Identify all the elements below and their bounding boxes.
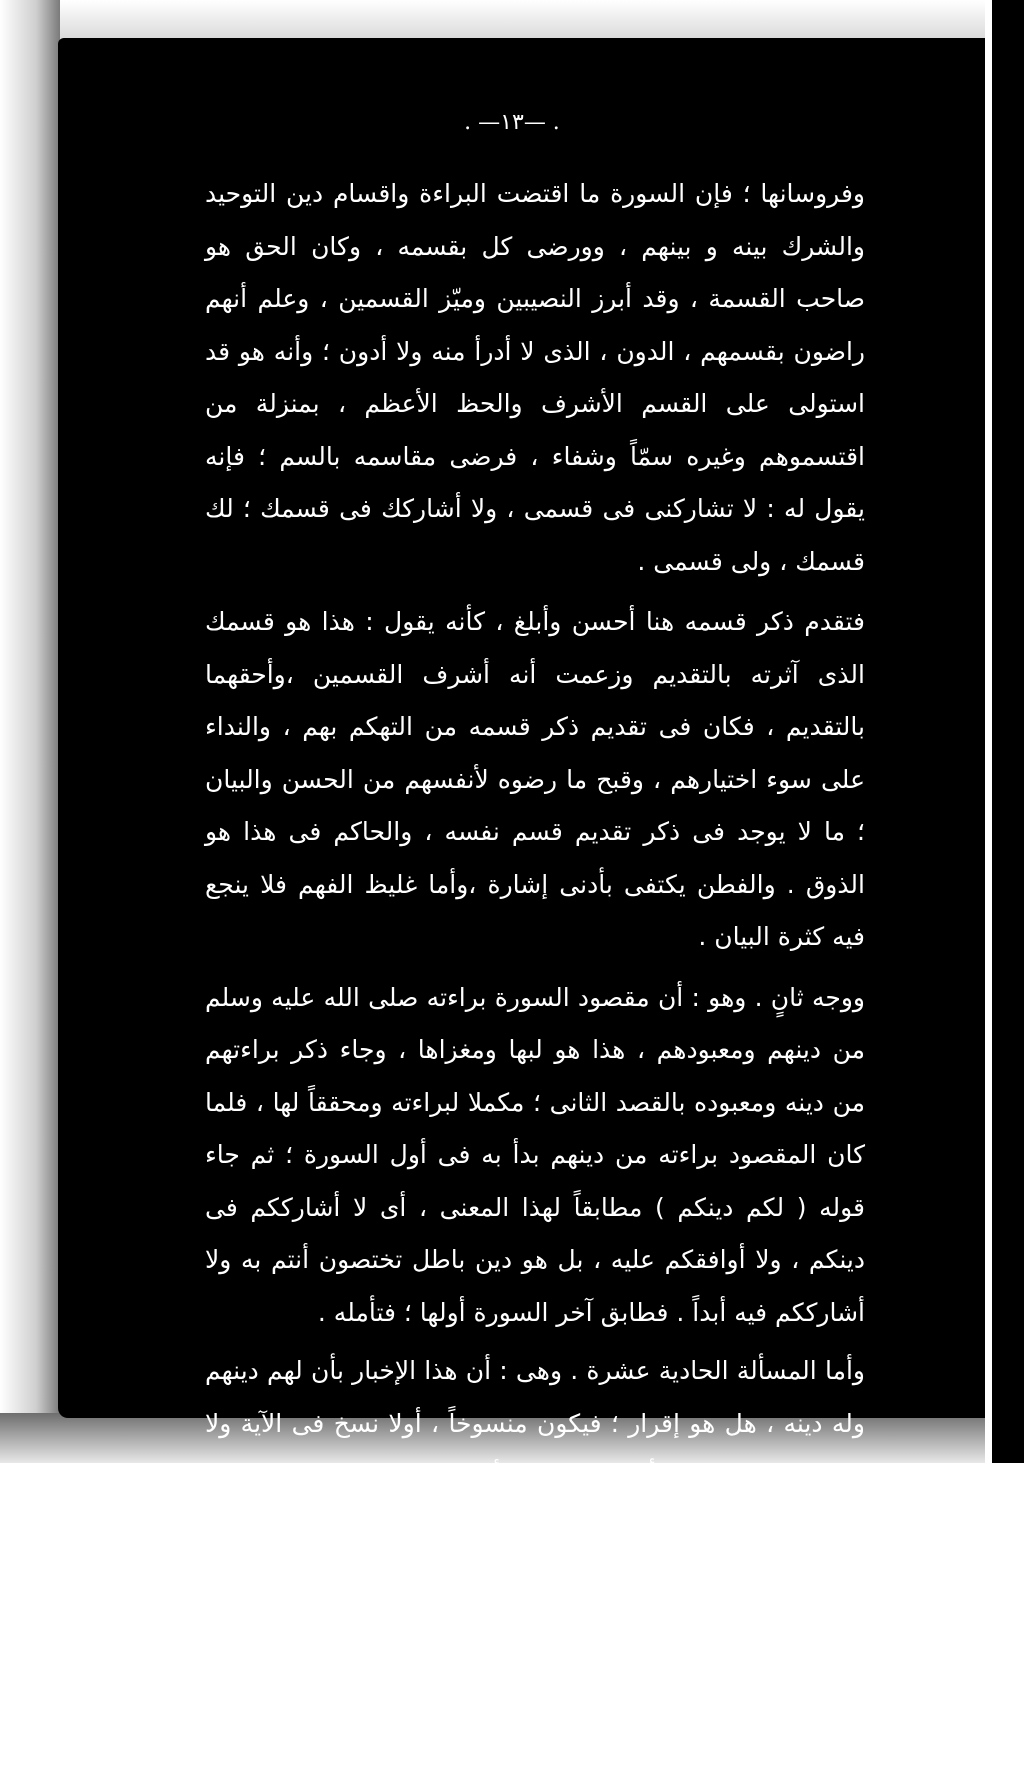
paragraph-1: وفروسانها ؛ فإن السورة ما اقتضت البراءة واقسام دين التوحيد والشرك بينه و بينهم ، وورضى كل بقسمه ، وكان الحق هو صاحب القسمة ، وقد أبرز النصيبين وميّز القسمين ، وعلم أنهم راضون بقسمهم ، الدون ، الذى لا أدرأ منه ولا أدون ؛ وأنه هو قد استولى على القسم الأشرف والحظ الأعظم ، بمنزلة من اقتسموهم وغيره سمّاً وشفاء ، فرضى مقاسمه بالسم ؛ فإنه يقول له : لا تشاركنى فى قسمى ، ولا أشاركك فى قسمك ؛ لك قسمك ، ولى قسمى . [205, 179, 865, 576]
page-number: . —١٣— . [464, 110, 560, 135]
paragraph-3: ووجه ثانٍ . وهو : أن مقصود السورة براءته صلى الله عليه وسلم من دينهم ومعبودهم ، هذا هو لبها ومغزاها ، وجاء ذكر براءتهم من دينه ومعبوده بالقصد الثانى ؛ مكملا لبراءته ومحققاً لها ، فلما كان المقصود براءته من دينهم بدأ به فى أول السورة ؛ ثم جاء قوله ( لكم دينكم ) مطابقاً لهذا المعنى ، أى لا أشارككم فى دينكم ، ولا أوافقكم عليه ، بل هو دين باطل تختصون أنتم به ولا أشارككم فيه أبداً . فطابق آخر السورة أولها ؛ فتأمله . [205, 982, 865, 1327]
scan-left-edge [0, 0, 60, 1463]
page-gutter-rule [985, 0, 992, 1463]
paragraph-2: فتقدم ذكر قسمه هنا أحسن وأبلغ ، كأنه يقول : هذا هو قسمك الذى آثرته بالتقديم وزعمت أنه أشرف القسمين ،وأحقهما بالتقديم ، فكان فى تقديم ذكر قسمه من التهكم بهم ، والنداء على سوء اختيارهم ، وقبح ما رضوه لأنفسهم من الحسن والبيان ؛ ما لا يوجد فى ذكر تقديم قسم نفسه ، والحاكم فى هذا هو الذوق . والفطن يكتفى بأدنى إشارة ،وأما غليظ الفهم فلا ينجع فيه كثرة البيان . [205, 607, 865, 951]
page-gutter-strip [992, 0, 1024, 1463]
paragraph-4: وأما المسألة الحادية عشرة . وهى : أن هذا الإخبار بأن لهم دينهم وله دينه ، هل هو إقرار ؛ فيكون منسوخاً ، أولا نسخ فى الآية ولا تخصيص ؟ فهذه مسألة شريفة من أهم المسائل المذكورة ، وقد غلط فى السورة خلائق وظنوها منسوخة بآية السيف ؛ لاعتقادهم أن هذه الآية اقتضت التقرير لهم على دينهم ، وظن آخرون أنها مخصوصة بمن يقرون على دينهم وهم أهل الكتاب ، وكلا القولين غلط محض ، فلا نسخ فى السورة ولا تخصيص ، بل هى محكمة ، وعمومها [205, 1356, 865, 1753]
body-text [205, 168, 865, 1765]
scan-top-edge [0, 0, 1024, 40]
